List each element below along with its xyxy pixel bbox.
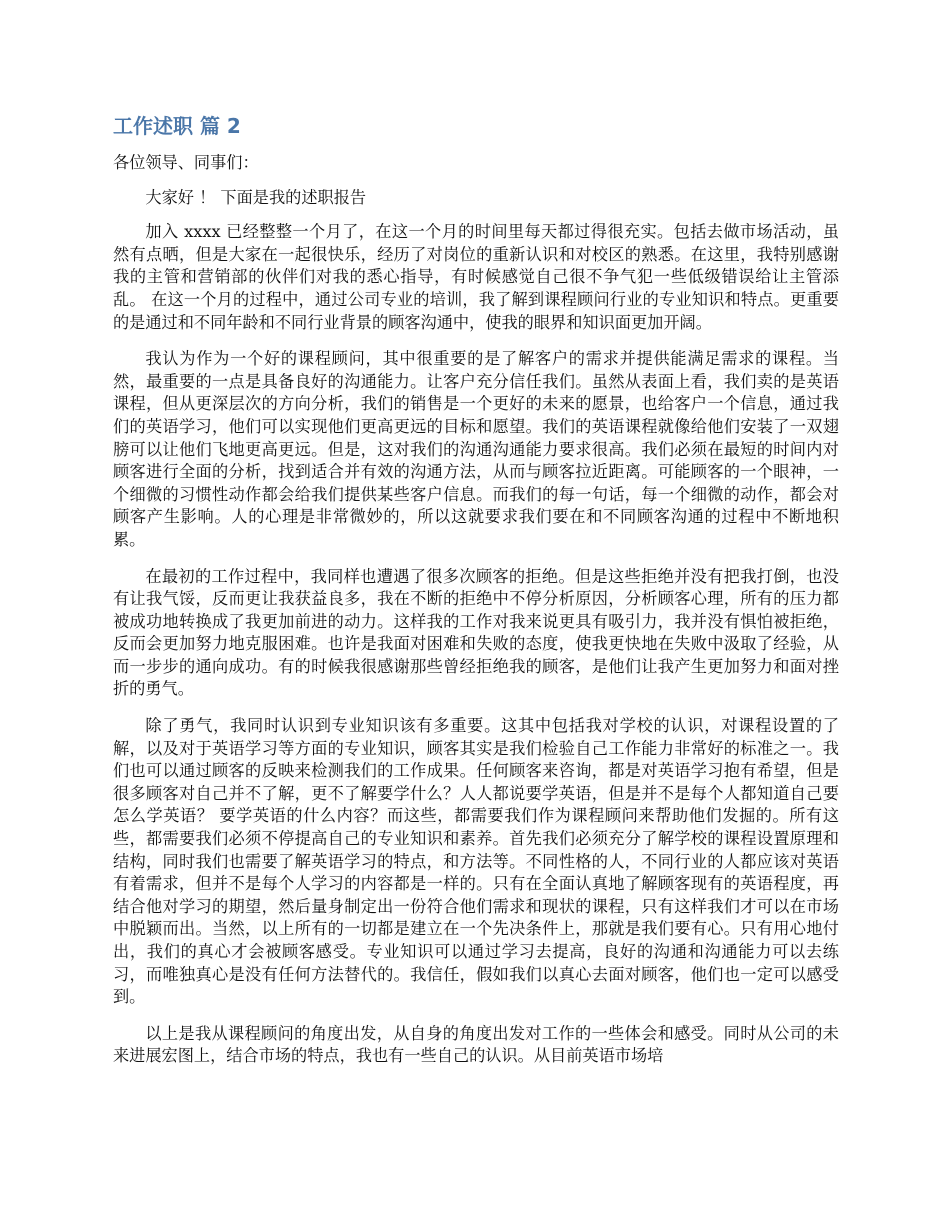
paragraph-1: 加入 xxxx 已经整整一个月了，在这一个月的时间里每天都过得很充实。包括去做市场活动，虽然有点晒，但是大家在一起很快乐，经历了对岗位的重新认识和对校区的熟悉。在这里，我特别感谢我的主管和营销部的伙伴们对我的悉心指导，有时候感觉自己很不争气犯一些低级错误给让主管添乱。 在这一个月的过程中，通过公司专业的培训，我了解到课程顾问行业的专业知识和特点。更重要的是通过和不同年龄和不同行业背景的顾客沟通中，使我的眼界和知识面更加开阔。 <box>113 222 839 332</box>
document-title: 工作述职 篇 2 <box>113 114 241 138</box>
paragraph-5: 以上是我从课程顾问的角度出发，从自身的角度出发对工作的一些体会和感受。同时从公司的未来进展宏图上，结合市场的特点，我也有一些自己的认识。从目前英语市场培 <box>113 1023 839 1066</box>
salutation: 各位领导、同事们： <box>113 153 259 172</box>
greeting: 大家好 ！ 下面是我的述职报告 <box>145 187 367 207</box>
paragraph-2: 我认为作为一个好的课程顾问，其中很重要的是了解客户的需求并提供能满足需求的课程。当然，最重要的一点是具备良好的沟通能力。让客户充分信任我们。虽然从表面上看，我们卖的是英语课程，但从更深层次的方向分析，我们的销售是一个更好的未来的愿景，也给客户一个信息，通过我们的英语学习，他们可以实现他们更高更远的目标和愿望。我们的英语课程就像给他们安装了一双翅膀可以让他们飞地更高更远。但是，这对我们的沟通沟通能力要求很高。我们必须在最短的时间内对顾客进行全面的分析，找到适合并有效的沟通方法，从而与顾客拉近距离。可能顾客的一个眼神，一个细微的习惯性动作都会给我们提供某些客户信息。而我们的每一句话，每一个细微的动作，都会对顾客产生影响。人的心理是非常微妙的，所以这就要求我们要在和不同顾客沟通的过程中不断地积累。 <box>113 349 839 549</box>
paragraph-3: 在最初的工作过程中，我同样也遭遇了很多次顾客的拒绝。但是这些拒绝并没有把我打倒，也没有让我气馁，反而更让我获益良多，我在不断的拒绝中不停分析原因，分析顾客心理，所有的压力都被成功地转换成了我更加前进的动力。这样我的工作对我来说更具有吸引力，我并没有惧怕被拒绝，反而会更加努力地克服困难。也许是我面对困难和失败的态度，使我更快地在失败中汲取了经验，从而一步步的通向成功。有的时候我很感谢那些曾经拒绝我的顾客，是他们让我产生更加努力和面对挫折的勇气。 <box>113 566 839 699</box>
paragraph-4: 除了勇气，我同时认识到专业知识该有多重要。这其中包括我对学校的认识，对课程设置的了解，以及对于英语学习等方面的专业知识，顾客其实是我们检验自己工作能力非常好的标准之一。我们也可以通过顾客的反映来检测我们的工作成果。任何顾客来咨询，都是对英语学习抱有希望，但是很多顾客对自己并不了解，更不了解要学什么？人人都说要学英语，但是并不是每个人都知道自己要怎么学英语？ 要学英语的什么内容？而这些，都需要我们作为课程顾问来帮助他们发掘的。所有这些，都需要我们必须不停提高自己的专业知识和素养。首先我们必须充分了解学校的课程设置原理和结构，同时我们也需要了解英语学习的特点，和方法等。不同性格的人，不同行业的人都应该对英语有着需求，但并不是每个人学习的内容都是一样的。只有在全面认真地了解顾客现有的英语程度，再结合他对学习的期望，然后量身制定出一份符合他们需求和现状的课程，只有这样我们才可以在市场中脱颖而出。当然，以上所有的一切都是建立在一个先决条件上，那就是我们要有心。只有用心地付出，我们的真心才会被顾客感受。专业知识可以通过学习去提高，良好的沟通和沟通能力可以去练习，而唯独真心是没有任何方法替代的。我信任，假如我们以真心去面对顾客，他们也一定可以感受到。 <box>113 716 839 1007</box>
document-body <box>113 152 839 1082</box>
